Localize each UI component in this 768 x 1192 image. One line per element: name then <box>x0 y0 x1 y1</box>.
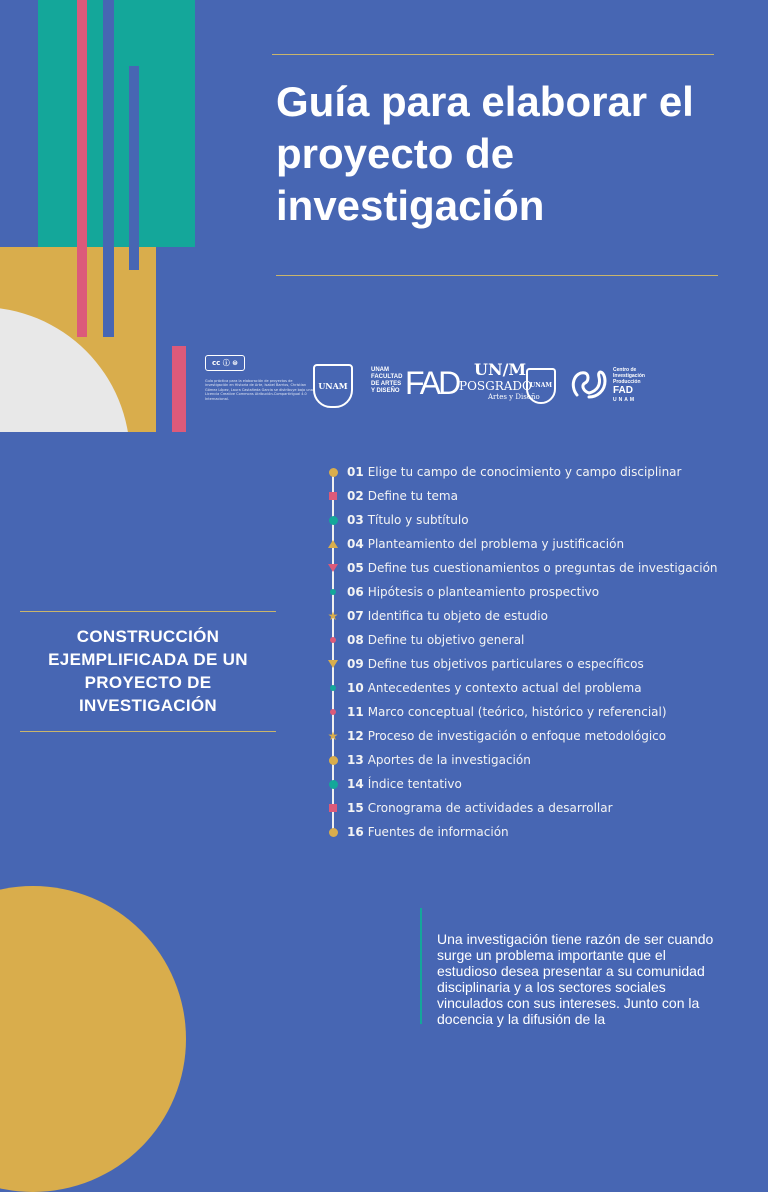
step-marker-icon <box>322 492 344 500</box>
step-label: Marco conceptual (teórico, histórico y referencial) <box>367 705 667 719</box>
posgrado-logo-name: POSGRADO <box>459 379 532 393</box>
step-number: 03 <box>347 513 364 527</box>
posgrado-shield-icon: UNAM <box>526 368 556 404</box>
step-number: 04 <box>347 537 364 551</box>
step-item <box>322 774 762 794</box>
cip-logo-icon <box>571 367 607 399</box>
step-item <box>322 582 762 602</box>
posgrado-logo-top: UN/M <box>474 360 527 379</box>
step-label: Planteamiento del problema y justificación <box>367 537 625 551</box>
step-item <box>322 606 762 626</box>
unam-shield-icon: UNAM <box>313 364 353 408</box>
step-number: 01 <box>347 465 364 479</box>
step-label: Título y subtítulo <box>367 513 469 527</box>
step-item <box>322 558 762 578</box>
step-marker-icon <box>322 516 344 525</box>
title-top-rule <box>272 54 714 55</box>
step-item <box>322 798 762 818</box>
step-number: 07 <box>347 609 364 623</box>
step-label: Proceso de investigación o enfoque metodológico <box>367 729 667 743</box>
pink-short-bar-decoration <box>172 346 186 432</box>
step-item <box>322 750 762 770</box>
step-number: 08 <box>347 633 364 647</box>
step-item <box>322 630 762 650</box>
step-marker-icon: ★ <box>327 729 339 743</box>
step-item <box>322 534 762 554</box>
step-marker-icon: ★ <box>327 609 339 623</box>
step-marker-icon <box>322 828 344 837</box>
paragraph-rule <box>420 908 422 1024</box>
step-number: 02 <box>347 489 364 503</box>
fad-logo-caption: UNAM FACULTAD DE ARTES Y DISEÑO <box>371 367 403 394</box>
step-number: 06 <box>347 585 364 599</box>
step-item <box>322 510 762 530</box>
step-number: 15 <box>347 801 364 815</box>
step-number: 05 <box>347 561 364 575</box>
step-marker-icon <box>322 780 344 789</box>
step-item <box>322 726 762 746</box>
blue-short-bar-decoration <box>129 66 139 270</box>
step-item <box>322 702 762 722</box>
section-heading: CONSTRUCCIÓN EJEMPLIFICADA DE UN PROYECTO DE INVESTIGACIÓN <box>48 627 248 715</box>
step-label: Cronograma de actividades a desarrollar <box>367 801 613 815</box>
step-item <box>322 822 762 842</box>
step-marker-icon <box>322 685 344 691</box>
teal-block-decoration <box>38 0 195 247</box>
step-marker-icon <box>322 660 344 668</box>
box-top-rule <box>20 611 276 612</box>
step-number: 16 <box>347 825 364 839</box>
step-label: Fuentes de información <box>367 825 509 839</box>
step-label: Define tu objetivo general <box>367 633 525 647</box>
step-number: 12 <box>347 729 364 743</box>
posgrado-logo-subtitle: Artes y Diseño <box>488 393 540 401</box>
box-bottom-rule <box>20 731 276 732</box>
cip-logo-unam: UNAM <box>613 397 636 403</box>
step-marker-icon <box>322 709 344 715</box>
step-number: 14 <box>347 777 364 791</box>
step-item <box>322 486 762 506</box>
step-item <box>322 678 762 698</box>
step-marker-icon <box>322 637 344 643</box>
step-number: 09 <box>347 657 364 671</box>
step-marker-icon <box>322 589 344 595</box>
step-marker-icon <box>322 804 344 812</box>
step-label: Define tus cuestionamientos o preguntas de investigación <box>367 561 718 575</box>
cip-logo-caption: Centro de Investigación Producción <box>613 367 645 385</box>
intro-paragraph: Una investigación tiene razón de ser cuando surge un problema importante que el estudioso desea presentar a su comunidad disciplinaria y a los sectores sociales vinculados con sus intereses. Junto con la docencia y la difusión de la <box>437 931 714 1027</box>
pink-bar-decoration <box>77 0 87 337</box>
step-number: 13 <box>347 753 364 767</box>
step-label: Define tu tema <box>367 489 458 503</box>
step-marker-icon <box>322 468 344 477</box>
step-label: Aportes de la investigación <box>367 753 531 767</box>
step-label: Índice tentativo <box>367 777 462 791</box>
step-label: Antecedentes y contexto actual del problema <box>367 681 642 695</box>
blue-bar-decoration <box>103 0 114 337</box>
license-text: Guía práctica para la elaboración de proyectos de investigación en Historia de Arte, Isabel Barrios, Christian Gómez López, Laura Castañeda Garcia se distribuye bajo una Licencia Creative Commons Atribución-CompartirIgual 4.0 Internacional. <box>205 379 313 401</box>
step-label: Identifica tu objeto de estudio <box>367 609 548 623</box>
step-item <box>322 462 762 482</box>
step-label: Hipótesis o planteamiento prospectivo <box>367 585 600 599</box>
step-marker-icon <box>322 564 344 572</box>
step-number: 10 <box>347 681 364 695</box>
page-title: Guía para elaborar el proyecto de investigación <box>276 78 694 229</box>
fad-logo-icon: FAD <box>405 365 459 401</box>
gold-circle-decoration <box>0 886 186 1192</box>
creative-commons-icon: cc ⓘ ⊜ <box>205 355 245 371</box>
step-item <box>322 654 762 674</box>
step-label: Define tus objetivos particulares o específicos <box>367 657 644 671</box>
title-bottom-rule <box>276 275 718 276</box>
step-marker-icon <box>322 756 344 765</box>
step-number: 11 <box>347 705 364 719</box>
cip-logo-mark: FAD <box>613 385 633 396</box>
step-marker-icon <box>322 540 344 548</box>
step-label: Elige tu campo de conocimiento y campo disciplinar <box>367 465 682 479</box>
